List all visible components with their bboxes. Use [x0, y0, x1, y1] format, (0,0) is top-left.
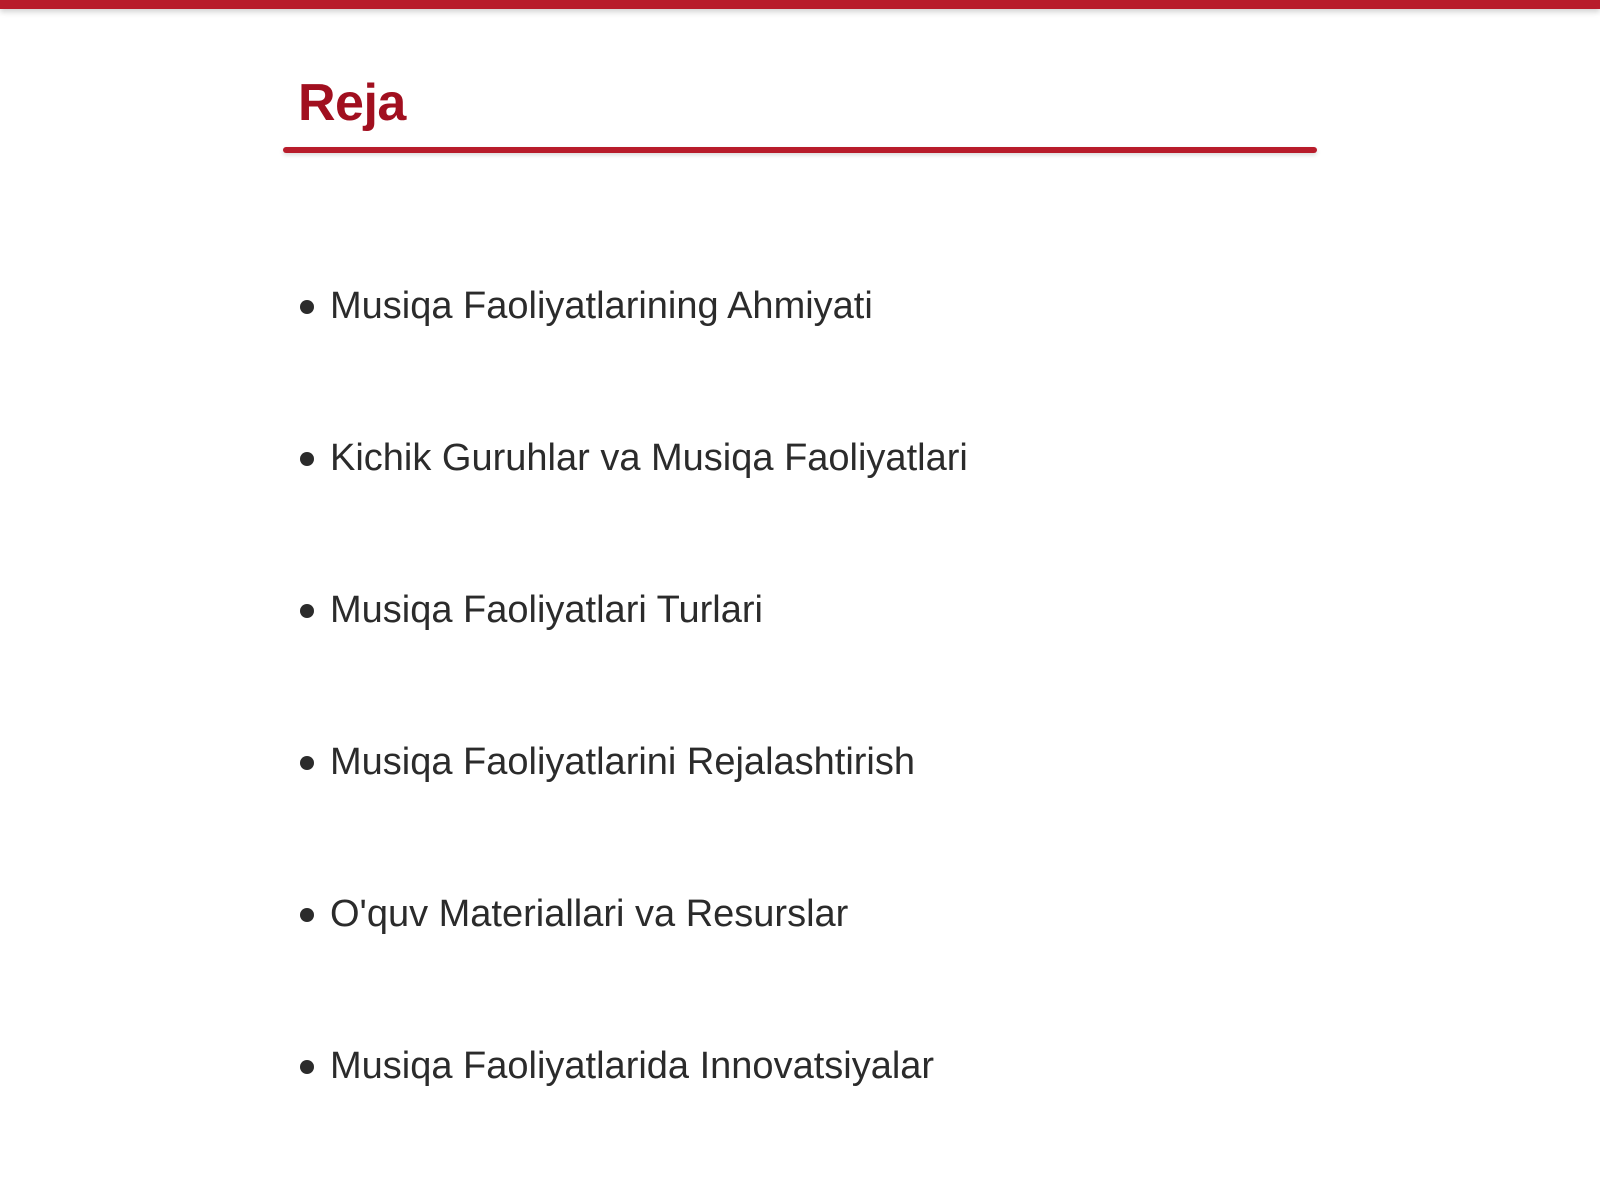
bullet-icon [300, 300, 314, 314]
list-item-label: Musiqa Faoliyatlari Turlari [330, 589, 763, 631]
list-item-label: Musiqa Faoliyatlarida Innovatsiyalar [330, 1045, 935, 1087]
bullet-icon [300, 604, 314, 618]
agenda-list [300, 264, 968, 1176]
list-item-label: Musiqa Faoliyatlarini Rejalashtirish [330, 741, 916, 783]
bullet-icon [300, 756, 314, 770]
list-item [300, 1024, 968, 1176]
bullet-icon [300, 908, 314, 922]
list-item [300, 872, 968, 1024]
list-item-label: O'quv Materiallari va Resurslar [330, 893, 849, 935]
list-item [300, 416, 968, 568]
list-item [300, 264, 968, 416]
list-item [300, 568, 968, 720]
slide-title: Reja [298, 74, 406, 132]
list-item [300, 720, 968, 872]
bullet-icon [300, 1060, 314, 1074]
list-item-label: Kichik Guruhlar va Musiqa Faoliyatlari [330, 437, 968, 479]
list-item-label: Musiqa Faoliyatlarining Ahmiyati [330, 285, 873, 327]
title-underline [283, 147, 1317, 153]
bullet-icon [300, 452, 314, 466]
